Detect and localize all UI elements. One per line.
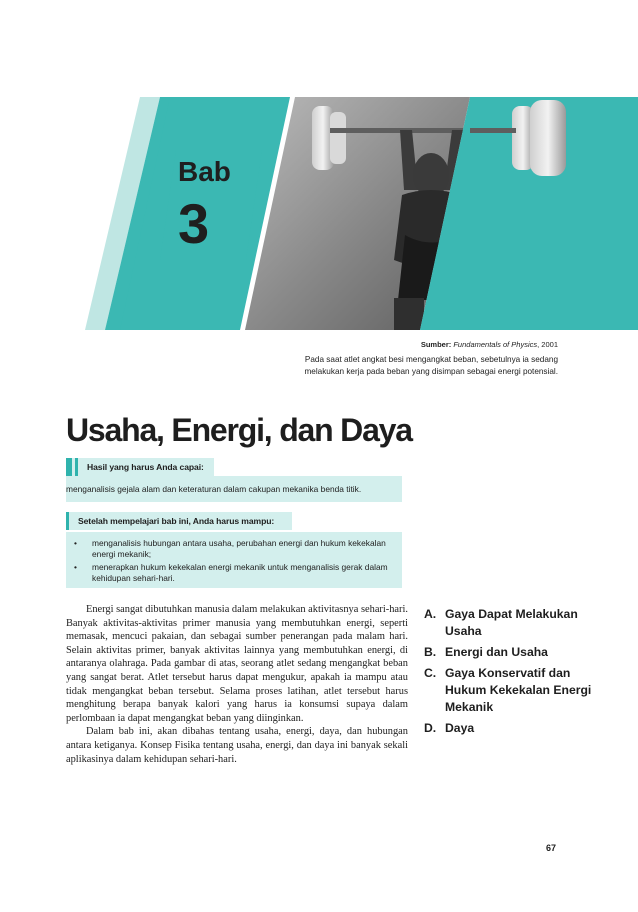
list-item: • menerapkan hukum kekekalan energi mekanik untuk menganalisis gerak dalam kehidupan sehari-hari.	[74, 562, 392, 584]
photo-source: Sumber: Fundamentals of Physics, 2001	[420, 340, 558, 349]
toc-item: B. Energi dan Usaha	[424, 645, 548, 659]
list-item: • menganalisis hubungan antara usaha, perubahan energi dan hukum kekekalan energi mekanik;	[74, 538, 392, 560]
page-number: 67	[546, 843, 557, 853]
toc-item: A. Gaya Dapat Melakukan Usaha	[424, 607, 578, 638]
toc-item: C. Gaya Konservatif dan Hukum Kekekalan Energi Mekanik	[424, 666, 592, 714]
photo-caption: Pada saat atlet angkat besi mengangkat beban, sebetulnya ia sedang melakukan kerja pada beban yang disimpan sebagai energi potensial.	[304, 355, 558, 376]
chapter-label: Bab	[178, 156, 231, 187]
objectives-label: Setelah mempelajari bab ini, Anda harus mampu:	[66, 512, 292, 530]
intro-text	[66, 603, 408, 766]
chapter-number: 3	[178, 192, 210, 255]
chapter-contents	[424, 606, 604, 741]
objectives-list	[66, 532, 402, 588]
goals-label: Hasil yang harus Anda capai:	[66, 458, 214, 476]
paragraph: Energi sangat dibutuhkan manusia dalam melakukan aktivitasnya sehari-hari. Banyak aktivitas-aktivitas primer manusia yang membutuhkan energi, seperti memasak, mencuci pakaian, dan sebagai sumber penerangan pada malam hari. Selain aktivitas primer, banyak aktivitas lainnya yang membutuhkan energi, di antaranya olahraga. Pada gambar di atas, seorang atlet sedang mengangkat beban yang sangat berat. Atlet tersebut harus dapat mengukur, apakah ia mampu atau tidak mengangkat beban tersebut. Selama proses latihan, atlet tersebut harus menghitung berapa banyak kalori yang harus ia konsumsi supaya dalam perlombaan ia dapat mengangkat beban yang diinginkan.	[66, 604, 408, 724]
toc-item: D. Daya	[424, 721, 475, 735]
paragraph: Dalam bab ini, akan dibahas tentang usaha, energi, daya, dan hubungan antara ketiganya. Konsep Fisika tentang usaha, energi, dan daya ini banyak sekali aplikasinya dalam kehidupan sehari-hari.	[66, 726, 408, 765]
goals-text: menganalisis gejala alam dan keteraturan dalam cakupan mekanika benda titik.	[66, 476, 402, 502]
page-title: Usaha, Energi, dan Daya	[66, 412, 412, 448]
chapter-banner	[0, 0, 638, 330]
